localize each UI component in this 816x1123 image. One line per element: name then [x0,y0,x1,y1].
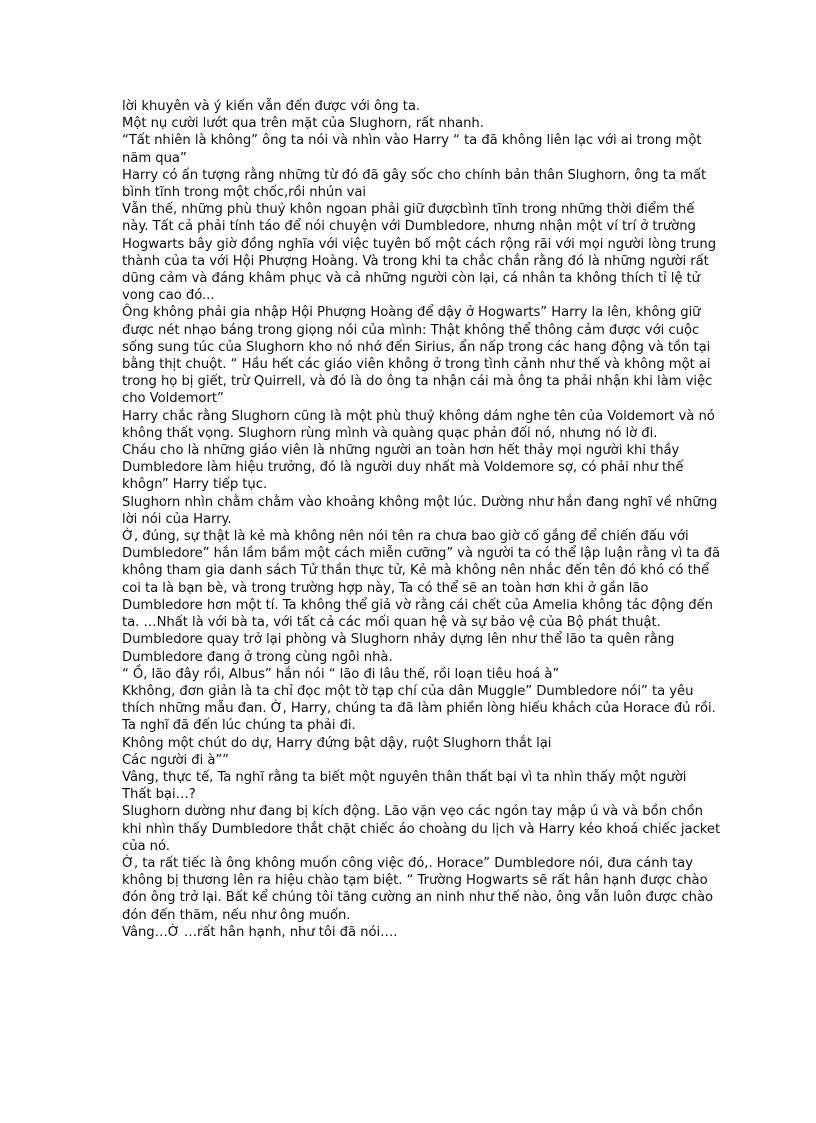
paragraph-13: Kkhông, đơn giản là ta chỉ đọc một tờ tạp chí của dân Muggle” Dumbledore nói” ta yêu thích những mẫu đan. Ờ, Harry, chúng ta đã làm phiền lòng hiếu khách của Horace đủ rồi. Ta nghĩ đã đến lúc chúng ta phải đi. [122,683,716,734]
paragraph-12: “ Ồ, lão đây rồi, Albus” hắn nói “ lão đi lâu thế, rồi loạn tiêu hoá à” [122,666,560,682]
paragraph-4: Harry có ấn tượng rằng những từ đó đã gây sốc cho chính bản thân Slughorn, ông ta mất bình tĩnh trong một chốc,rồi nhún vai [122,167,707,201]
paragraph-6: Ông không phải gia nhập Hội Phượng Hoàng để dậy ở Hogwarts” Harry la lên, không giữ được nét nhạo báng trong giọng nói của mình: Thật không thể thông cảm được với cuộc sống sung túc của Slughorn kho nó nhớ đến Sirius, ẩn nấp trong các hang động và tồn tại bằng thịt chuột. “ Hầu hết các giáo viên không ở trong tình cảnh như thế và không một ai trong họ bị giết, trừ Quirrell, và đó là do ông ta nhận cái mà ông ta phải nhận khi làm việc cho Voldemort” [122,305,713,407]
paragraph-7: Harry chắc rằng Slughorn cũng là một phù thuỷ không dám nghe tên của Voldemort và nó không thất vọng. Slughorn rùng mình và quàng quạc phản đối nó, nhưng nó lờ đi. [122,408,715,441]
paragraph-5: Vẫn thế, những phù thuỷ khôn ngoan phải giữ đượcbình tĩnh trong những thời điểm thế này. Tất cả phải tính táo để nói chuyện với Dumbledore, nhưng nhận một ví trí ở trường Hogwarts bây giờ đồng nghĩa với việc tuyên bố một cách rộng rãi với mọi người lòng trung thành của ta với Hội Phượng Hoàng. Và trong khi ta chắc chắn rằng đó là những người rất dũng cảm và đáng khâm phục và cả những người còn lại, cá nhân ta không thích tỉ lệ tử vong cao đó... [122,202,717,304]
paragraph-3: “Tất nhiên là không” ông ta nói và nhìn vào Harry “ ta đã không liên lạc với ai trong một năm qua” [122,133,702,166]
paragraph-17: Thất bại…? [122,787,196,803]
paragraph-19: Ờ, ta rất tiếc là ông không muốn công việc đó,. Horace” Dumbledore nói, đưa cánh tay không bị thương lên ra hiệu chào tạm biệt. “ Trường Hogwarts sẽ rất hân hạnh được chào đón ông trở lại. Bất kể chúng tôi tăng cường an ninh như thế nào, ông vẫn luôn được chào đón đến thăm, nếu như ông muốn. [122,855,714,923]
paragraph-2: Một nụ cười lướt qua trên mặt của Slughorn, rất nhanh. [122,116,484,132]
paragraph-14: Không một chút do dự, Harry đứng bật dậy, ruột Slughorn thắt lại [122,735,552,751]
paragraph-18: Slughorn dường như đang bị kích động. Lão vặn vẹo các ngón tay mập ú và và bồn chồn khi nhìn thấy Dumbledore thắt chặt chiếc áo choàng du lịch và Harry kéo khoá chiếc jacket của nó. [122,804,721,854]
paragraph-1: lời khuyên và ý kiến vẫn đến được với ông ta. [122,99,421,114]
paragraph-15: Các người đi à”” [122,752,229,768]
paragraph-9: Slughorn nhìn chằm chằm vào khoảng không một lúc. Dường như hắn đang nghĩ về những lời nói của Harry. [122,494,718,527]
document-page [122,98,722,941]
paragraph-20: Vâng…Ờ …rất hân hạnh, như tôi đã nói…. [122,924,398,940]
paragraph-11: Dumbledore quay trở lại phòng và Slughorn nhảy dựng lên như thể lão ta quên rằng Dumbledore đang ở trong cùng ngôi nhà. [122,632,675,665]
paragraph-16: Vâng, thực tế, Ta nghĩ rằng ta biết một nguyên thân thất bại vì ta nhìn thấy một người [122,769,687,785]
paragraph-8: Cháu cho là những giáo viên là những người an toàn hơn hết thảy mọi người khi thầy Dumbledore làm hiệu trưởng, đó là người duy nhất mà Voldemore sợ, có phải như thế khôgn” Harry tiếp tục. [122,443,684,493]
paragraph-10: Ờ, đúng, sự thật là kẻ mà không nên nói tên ra chưa bao giờ cố gắng để chiến đấu với Dumbledore” hắn lầm bầm một cách miễn cưỡng” và người ta có thể lập luận rằng vì ta đã không tham gia danh sách Tử thần thực tử, Kẻ mà không nên nhắc đến tên đó khó có thể coi ta là bạn bè, và trong trường hợp này, Ta có thể sẽ an toàn hơn khi ở gần lão Dumbledore hơn một tí. Ta không thể giả vờ rằng cái chết của Amelia không tác động đến ta. …Nhất là với bà ta, với tất cả các mối quan hệ và sự bảo vệ của Bộ phát thuật. [122,529,721,631]
